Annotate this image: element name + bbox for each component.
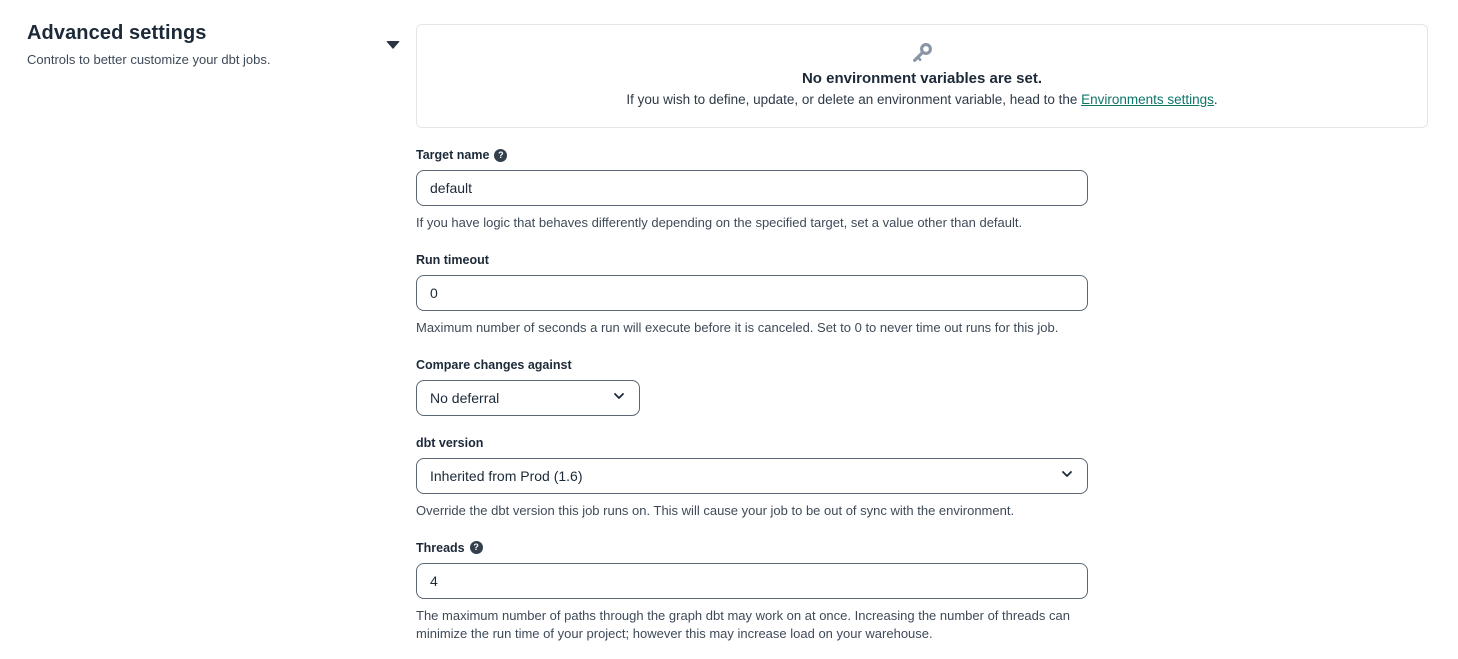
env-empty-message (437, 92, 1407, 107)
page-subtitle: Controls to better customize your dbt jobs. (27, 52, 271, 67)
field-run-timeout (416, 253, 1088, 338)
threads-help-text: The maximum number of paths through the graph dbt may work on at once. Increasing the number of threads can minimize the run time of your project; however this may increase load on your warehouse. (416, 607, 1070, 642)
environments-settings-link[interactable]: Environments settings (1081, 92, 1214, 107)
env-message-suffix: . (1213, 92, 1218, 107)
compare-changes-label: Compare changes against (416, 357, 572, 372)
env-empty-title: No environment variables are set. (801, 70, 1043, 87)
run-timeout-input[interactable] (416, 275, 1088, 311)
env-message-prefix: If you wish to define, update, or delete an environment variable, head to the (626, 92, 1082, 107)
settings-panel (416, 22, 1428, 659)
env-variables-empty-state (416, 24, 1428, 128)
threads-input[interactable] (416, 563, 1088, 599)
collapse-caret-icon[interactable] (386, 41, 400, 49)
dbt-version-value: Inherited from Prod (1.6) (430, 467, 583, 484)
compare-changes-select[interactable] (416, 380, 640, 416)
run-timeout-label: Run timeout (416, 252, 489, 267)
dbt-version-select[interactable] (416, 458, 1088, 494)
field-dbt-version (416, 436, 1088, 521)
field-threads (416, 541, 1088, 645)
threads-label: Threads (416, 540, 465, 555)
page-title: Advanced settings (27, 22, 207, 44)
threads-help-icon[interactable]: ? (470, 541, 483, 554)
dbt-version-help-text: Override the dbt version this job runs on. This will cause your job to be out of sync with the environment. (416, 502, 1015, 518)
settings-form (416, 148, 1088, 644)
target-name-input[interactable] (416, 170, 1088, 206)
target-name-help-icon[interactable]: ? (494, 149, 507, 162)
chevron-down-icon (612, 389, 626, 406)
section-header (27, 22, 400, 659)
target-name-label: Target name (416, 148, 490, 162)
key-icon (910, 41, 934, 65)
compare-changes-value: No deferral (430, 389, 500, 406)
run-timeout-help-text: Maximum number of seconds a run will execute before it is canceled. Set to 0 to never time out runs for this job. (416, 319, 1059, 335)
field-target-name (416, 148, 1088, 233)
dbt-version-label: dbt version (416, 435, 484, 450)
field-compare-changes (416, 358, 1088, 416)
chevron-down-icon (1060, 467, 1074, 484)
target-name-help-text: If you have logic that behaves differently depending on the specified target, set a value other than default. (416, 215, 1023, 230)
